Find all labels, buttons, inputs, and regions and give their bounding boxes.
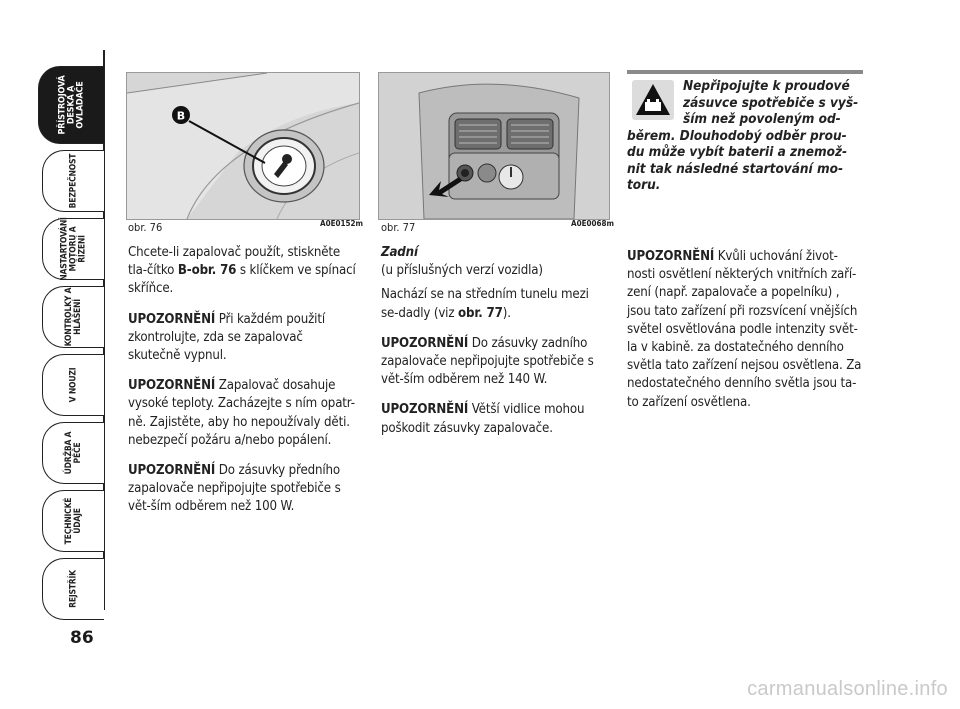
tab-rejstrik[interactable]: REJSTŘÍK [42, 558, 104, 620]
chapter-tabs [40, 50, 106, 610]
page-number: 86 [70, 628, 94, 648]
warning-check-off: UPOZORNĚNÍ Při každém použití zkontrolujte, zda se zapalovač skutečně vypnul. [128, 311, 325, 364]
warning-overload-text: Nepřipojujte k proudové zásuvce spotřebiče s vyš- ším než povoleným od- běrem. Dlouhodobý odběr prou- du může vybít baterii a znemož- nit tak následné startování mo- toru. [627, 78, 859, 193]
cigarette-lighter-illustration [127, 73, 359, 219]
figure-77-caption: obr. 77 [381, 221, 416, 234]
note-illumination: UPOZORNĚNÍ Kvůli uchování život-nosti osvětlení některých vnitřních zaří-zení (např. zapalovače a popelníku) , jsou tato zařízení při rozsvícení vnějších světel osvětlována podle intenzity svět-la v kabině. za dostatečného denního světla tato zařízení nejsou osvětlena. Za nedostatečného denního světla jsou ta-to zařízení osvětlena. [627, 249, 862, 410]
figure-77-image [378, 72, 610, 220]
warning-larger-plugs: UPOZORNĚNÍ Větší vidlice mohou poškodit zásuvky zapalovače. [381, 402, 585, 436]
footer-watermark: carmanualsonline.info [747, 678, 948, 700]
section-heading: Zadní [381, 245, 418, 260]
tab-bezpecnost[interactable]: BEZPEČNOST [42, 150, 104, 212]
tab-technicke-udaje[interactable]: TECHNICKÉ ÚDAJE [42, 490, 104, 552]
figure-76-image [126, 72, 360, 220]
section-rear [381, 244, 609, 280]
tab-v-nouzi[interactable]: V NOUZI [42, 354, 104, 416]
ref-obr-77: obr. 77 [458, 305, 503, 321]
figure-76-caption: obr. 76 [128, 221, 163, 234]
warning-front-socket-100w: UPOZORNĚNÍ Do zásuvky předního zapalovače nepřipojujte spotřebiče s vět-ším odběrem než 100 W. [128, 463, 341, 515]
tab-udrzba[interactable]: ÚDRŽBA A PÉČE [42, 422, 104, 484]
tab-nastartovani[interactable]: NASTARTOVÁNÍ MOTORU A ŘÍZENÍ [42, 218, 104, 280]
column-2 [381, 244, 609, 450]
warning-rule [627, 70, 863, 74]
column-1 [128, 244, 358, 529]
figure-76-code: A0E0152m [320, 219, 364, 228]
section-subheading: (u příslušných verzí vozidla) [381, 263, 543, 279]
tab-pristrojova-deska[interactable]: PŘÍSTROJOVÁ DESKA A OVLADAČE [38, 66, 104, 144]
warning-high-temperature: UPOZORNĚNÍ Zapalovač dosahuje vysoké teploty. Zacházejte s ním opatr-ně. Zajistěte, aby ho nepoužívaly děti. nebezpečí požáru a/nebo popálení. [128, 378, 355, 448]
figure-77-code: A0E0068m [571, 219, 615, 228]
ref-b-obr-76: B-obr. 76 [177, 263, 237, 279]
callout-marker-b-text: B [176, 109, 186, 123]
tab-kontrolky[interactable]: KONTROLKY A HLÁŠENÍ [42, 286, 104, 348]
paragraph-location: Nachází se na středním tunelu mezi se-dadly (viz obr. 77). [381, 287, 589, 321]
warning-rear-socket-140w: UPOZORNĚNÍ Do zásuvky zadního zapalovače nepřipojujte spotřebiče s vět-ším odběrem než 140 W. [381, 335, 594, 388]
rear-socket-illustration [379, 73, 609, 219]
paragraph-lighter-use: Chcete-li zapalovač použít, stiskněte tla-čítko B-obr. 76 s klíčkem ve spínací skříňce. [128, 245, 356, 297]
column-3-note [627, 248, 863, 424]
